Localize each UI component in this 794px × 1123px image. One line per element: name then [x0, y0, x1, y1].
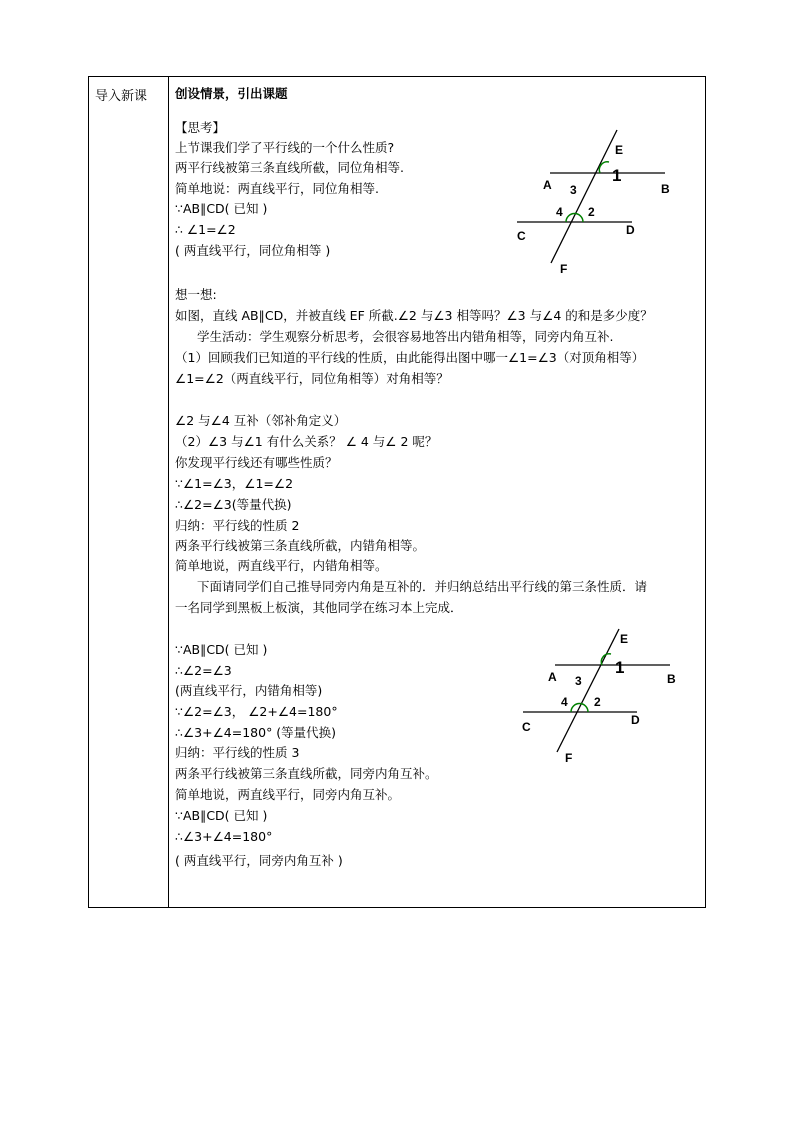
text-line: 学生活动：学生观察分析思考，会很容易地答出内错角相等，同旁内角互补. — [197, 329, 614, 344]
text-line: 你发现平行线还有哪些性质？ — [175, 455, 338, 470]
label-angle-3: 3 — [570, 183, 577, 197]
text-line: (两直线平行，内错角相等) — [175, 683, 323, 698]
label-e: E — [615, 143, 624, 157]
line-ef — [557, 629, 619, 752]
text-line: 【思考】 — [175, 120, 226, 135]
label-a: A — [548, 670, 557, 684]
text-line: 归纳：平行线的性质 2 — [175, 518, 300, 533]
text-line: ∵∠2=∠3， ∠2+∠4=180° — [175, 704, 338, 719]
text-line: 两条平行线被第三条直线所截，内错角相等。 — [175, 538, 426, 553]
text-line: ∴∠3+∠4=180° — [175, 829, 273, 844]
text-line: 一名同学到黑板上板演，其他同学在练习本上完成． — [175, 600, 463, 615]
column-divider — [168, 77, 169, 907]
label-d: D — [631, 713, 640, 727]
text-line: 两平行线被第三条直线所截，同位角相等. — [175, 160, 404, 175]
text-line: ∠2 与∠4 互补（邻补角定义） — [175, 413, 347, 428]
text-line: 简单地说：两直线平行，同位角相等. — [175, 181, 379, 196]
row-label: 导入新课 — [95, 89, 148, 104]
label-c: C — [517, 229, 526, 243]
label-b: B — [661, 182, 670, 196]
text-line: ∴∠2=∠3(等量代换) — [175, 497, 292, 512]
section-heading: 创设情景，引出课题 — [175, 86, 288, 101]
label-angle-1: 1 — [615, 658, 625, 677]
text-line: 下面请同学们自己推导同旁内角是互补的．并归纳总结出平行线的第三条性质．请 — [197, 579, 648, 594]
text-line: ∵AB∥CD( 已知 ) — [175, 642, 268, 657]
text-line: 两条平行线被第三条直线所截，同旁内角互补。 — [175, 766, 438, 781]
text-line: 上节课我们学了平行线的一个什么性质? — [175, 140, 395, 155]
text-line: 归纳：平行线的性质 3 — [175, 745, 300, 760]
label-a: A — [543, 178, 552, 192]
line-ef — [551, 130, 617, 263]
text-line: 如图，直线 AB∥CD，并被直线 EF 所截.∠2 与∠3 相等吗？∠3 与∠4 的和是多少度？ — [175, 308, 653, 323]
text-line: 简单地说，两直线平行，内错角相等。 — [175, 558, 388, 573]
label-d: D — [626, 223, 635, 237]
text-line: 简单地说，两直线平行，同旁内角互补。 — [175, 787, 401, 802]
label-angle-4: 4 — [556, 205, 563, 219]
text-line: ∴∠3+∠4=180° (等量代换) — [175, 725, 337, 740]
text-line: ∵AB∥CD( 已知 ) — [175, 808, 268, 823]
text-line: 想一想: — [175, 287, 217, 302]
label-angle-3: 3 — [575, 674, 582, 688]
label-f: F — [560, 262, 568, 276]
label-angle-2: 2 — [594, 695, 601, 709]
text-line: （2）∠3 与∠1 有什么关系？ ∠ 4 与∠ 2 呢？ — [175, 434, 438, 449]
text-line: ( 两直线平行，同旁内角互补 ) — [175, 853, 343, 868]
label-c: C — [522, 720, 531, 734]
text-line: ∴∠2=∠3 — [175, 663, 232, 678]
text-line: （1）回顾我们已知道的平行线的性质，由此能得出图中哪一∠1=∠3（对顶角相等） — [175, 350, 645, 365]
text-line: ( 两直线平行，同位角相等 ) — [175, 243, 331, 258]
label-e: E — [620, 632, 629, 646]
parallel-lines-figure-1 — [505, 125, 685, 280]
text-line: ∵∠1=∠3，∠1=∠2 — [175, 476, 294, 491]
label-f: F — [565, 751, 573, 765]
text-line: ∠1=∠2（两直线平行，同位角相等）对角相等？ — [175, 371, 449, 386]
label-b: B — [667, 672, 676, 686]
text-line: ∵AB∥CD( 已知 ) — [175, 201, 268, 216]
label-angle-2: 2 — [588, 205, 595, 219]
text-line: ∴ ∠1=∠2 — [175, 222, 236, 237]
parallel-lines-figure-2 — [515, 625, 695, 770]
label-angle-4: 4 — [561, 695, 568, 709]
label-angle-1: 1 — [612, 166, 622, 185]
